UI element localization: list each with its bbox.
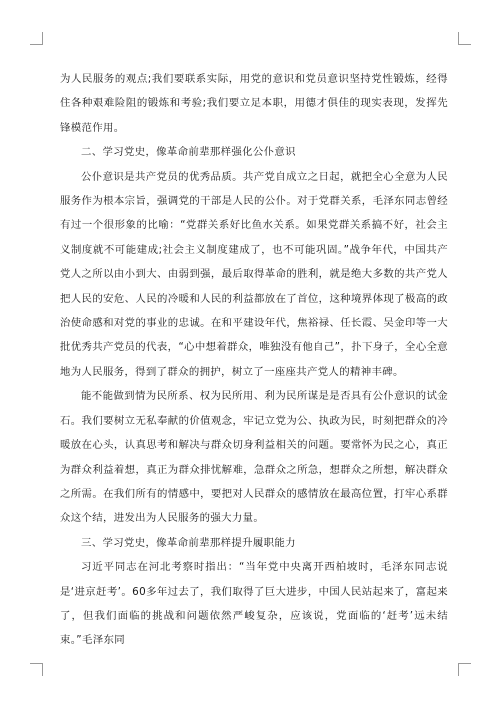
paragraph-exam: 习近平同志在河北考察时指出：“当年党中央离开西柏坡时，毛泽东同志说是‘进京赶考’。60多年过去了，我们取得了巨大进步，中国人民站起来了，富起来了，但我们面临的挑战和问题依然严峻复杂，应该说，党面临的‘赶考’远未结束。”毛泽东同 bbox=[60, 561, 448, 647]
crop-mark-top-right bbox=[458, 32, 471, 45]
crop-mark-bottom-right bbox=[458, 663, 471, 676]
section-heading-2: 二、学习党史，像革命前辈那样强化公仆意识 bbox=[81, 146, 296, 159]
paragraph-public-servant: 公仆意识是共产党员的优秀品质。共产党自成立之日起，就把全心全意为人民服务作为根本宗旨，强调党的干部是人民的公仆。对于党群关系，毛泽东同志曾经有过一个很形象的比喻：“党群关系好比鱼水关系。如果党群关系搞不好，社会主义制度就不可能建成;社会主义制度建成了，也不可能巩固。”战争年代，中国共产党人之所以由小到大、由弱到强，最后取得革命的胜利，就是绝大多数的共产党人把人民的安危、人民的冷暖和人民的利益都放在了首位，这种境界体现了极高的政治使命感和对党的事业的忠诚。在和平建设年代，焦裕禄、任长霞、吴金印等一大批优秀共产党员的代表，“心中想着群众，唯独没有他自己”，扑下身子，全心全意地为人民服务，得到了群众的拥护，树立了一座座共产党人的精神丰碑。 bbox=[60, 170, 448, 378]
crop-mark-bottom-left bbox=[30, 663, 43, 676]
paragraph-continued: 为人民服务的观点;我们要联系实际，用党的意识和党员意识坚持党性锻炼，经得住各种艰难险阻的锻炼和考验;我们要立足本职，用德才俱佳的现实表现，发挥先锋模范作用。 bbox=[60, 73, 448, 134]
section-heading-3: 三、学习党史，像革命前辈那样提升履职能力 bbox=[81, 536, 296, 549]
document-body bbox=[60, 67, 448, 653]
crop-mark-top-left bbox=[30, 32, 43, 45]
paragraph-touchstone: 能不能做到情为民所系、权为民所用、利为民所谋是是否具有公仆意识的试金石。我们要树立无私奉献的价值观念，牢记立党为公、执政为民，时刻把群众的冷暖放在心头，认真思考和解决与群众切身利益相关的问题。要常怀为民之心，真正为群众利益着想，真正为群众排忧解难，急群众之所急，想群众之所想，解决群众之所需。在我们所有的情感中，要把对人民群众的感情放在最高位置，打牢心系群众这个结，进发出为人民服务的强大力量。 bbox=[60, 390, 448, 525]
